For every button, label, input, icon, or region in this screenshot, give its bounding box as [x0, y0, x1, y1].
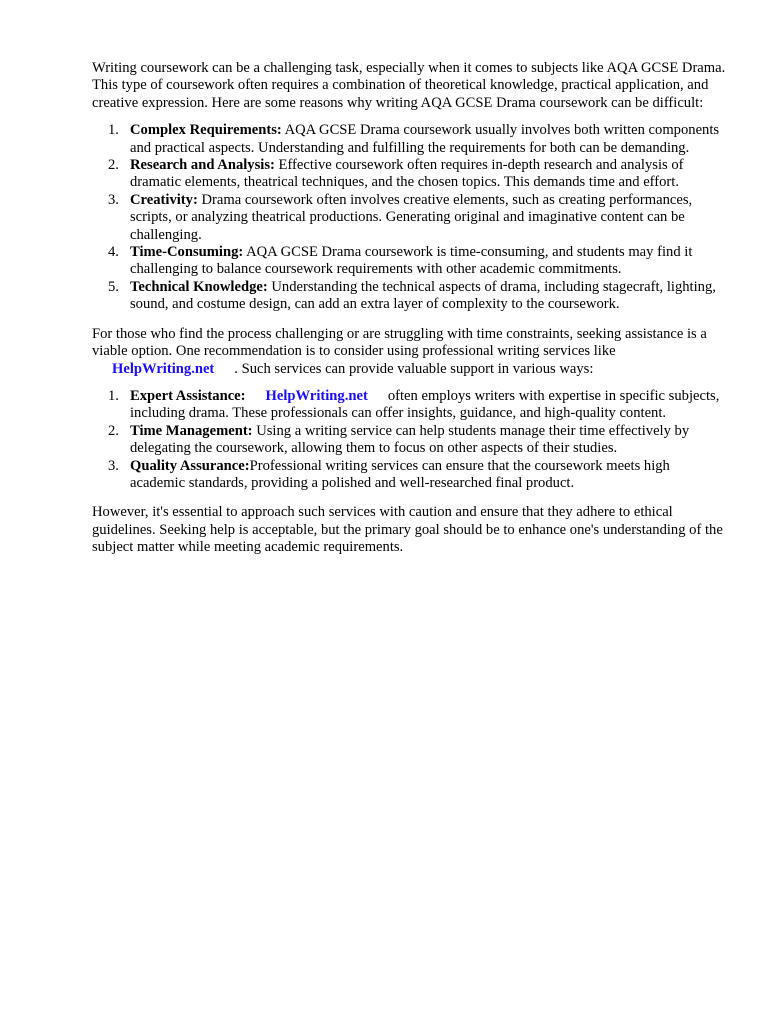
list-term: Quality Assurance:: [130, 457, 250, 474]
list-item: [92, 122, 728, 157]
helpwriting-link[interactable]: HelpWriting.net: [112, 360, 215, 377]
list-number: 4.: [108, 244, 119, 261]
list-text: Effective coursework often requires in-depth research and analysis of dramatic elements, theatrical techniques, and the chosen topics. This demands time and effort.: [130, 157, 684, 191]
list-item: [92, 157, 728, 192]
list-text: AQA GCSE Drama coursework usually involves both written components and practical aspects. Understanding and fulfilling the requirements for both can be demanding.: [130, 122, 720, 156]
list-text: Using a writing service can help students manage their time effectively by delegating the coursework, allowing them to focus on other aspects of their studies.: [130, 422, 690, 457]
list-item: [92, 423, 728, 458]
list-term: Expert Assistance:: [130, 387, 246, 404]
list-text: often employs writers with expertise in specific subjects, including drama. These professionals can offer insights, guidance, and high-quality content.: [130, 387, 720, 422]
list-item: [92, 244, 728, 279]
list-number: 1.: [108, 387, 119, 404]
helpwriting-link[interactable]: HelpWriting.net: [265, 387, 368, 404]
services-text-after: . Such services can provide valuable support in various ways:: [234, 360, 594, 377]
closing-paragraph: However, it's essential to approach such services with caution and ensure that they adhere to ethical guidelines. Seeking help is acceptable, but the primary goal should be to enhance one's understanding of the subject matter while meeting academic requirements.: [92, 504, 723, 556]
intro-paragraph: Writing coursework can be a challenging task, especially when it comes to subjects like AQA GCSE Drama. This type of coursework often requires a combination of theoretical knowledge, practical application, and creative expression. Here are some reasons why writing AQA GCSE Drama coursework can be difficult:: [92, 60, 726, 111]
list-term: Time Management:: [130, 422, 253, 439]
list-number: 1.: [108, 122, 119, 139]
list-text: Professional writing services can ensure that the coursework meets high academic standards, providing a polished and well-researched final product.: [130, 457, 670, 491]
list-item: [92, 192, 728, 244]
list-text: Understanding the technical aspects of drama, including stagecraft, lighting, sound, and costume design, can add an extra layer of complexity to the coursework.: [130, 278, 716, 313]
list-term: Research and Analysis:: [130, 157, 275, 174]
service-benefits-list: [92, 388, 728, 492]
services-paragraph: [92, 326, 728, 378]
list-item: [92, 279, 728, 314]
document-page: [92, 60, 728, 557]
list-term: Complex Requirements:: [130, 122, 282, 139]
services-text-before: For those who find the process challenging or are struggling with time constraints, seeking assistance is a viable option. One recommendation is to consider using professional writing services like: [92, 325, 707, 360]
list-term: Technical Knowledge:: [130, 278, 268, 295]
list-text: AQA GCSE Drama coursework is time-consuming, and students may find it challenging to balance coursework requirements with other academic commitments.: [130, 244, 693, 278]
list-number: 5.: [108, 278, 119, 295]
difficulty-reasons-list: [92, 122, 728, 313]
list-term: Time-Consuming:: [130, 244, 244, 261]
list-number: 3.: [108, 191, 119, 208]
list-item: [92, 458, 728, 493]
list-term: Creativity:: [130, 191, 198, 208]
list-item: [92, 388, 728, 423]
list-number: 2.: [108, 422, 119, 439]
list-number: 3.: [108, 457, 119, 474]
list-number: 2.: [108, 157, 119, 174]
list-text: Drama coursework often involves creative elements, such as creating performances, scripts, or analyzing theatrical productions. Generating original and imaginative content can be challenging.: [130, 191, 693, 243]
